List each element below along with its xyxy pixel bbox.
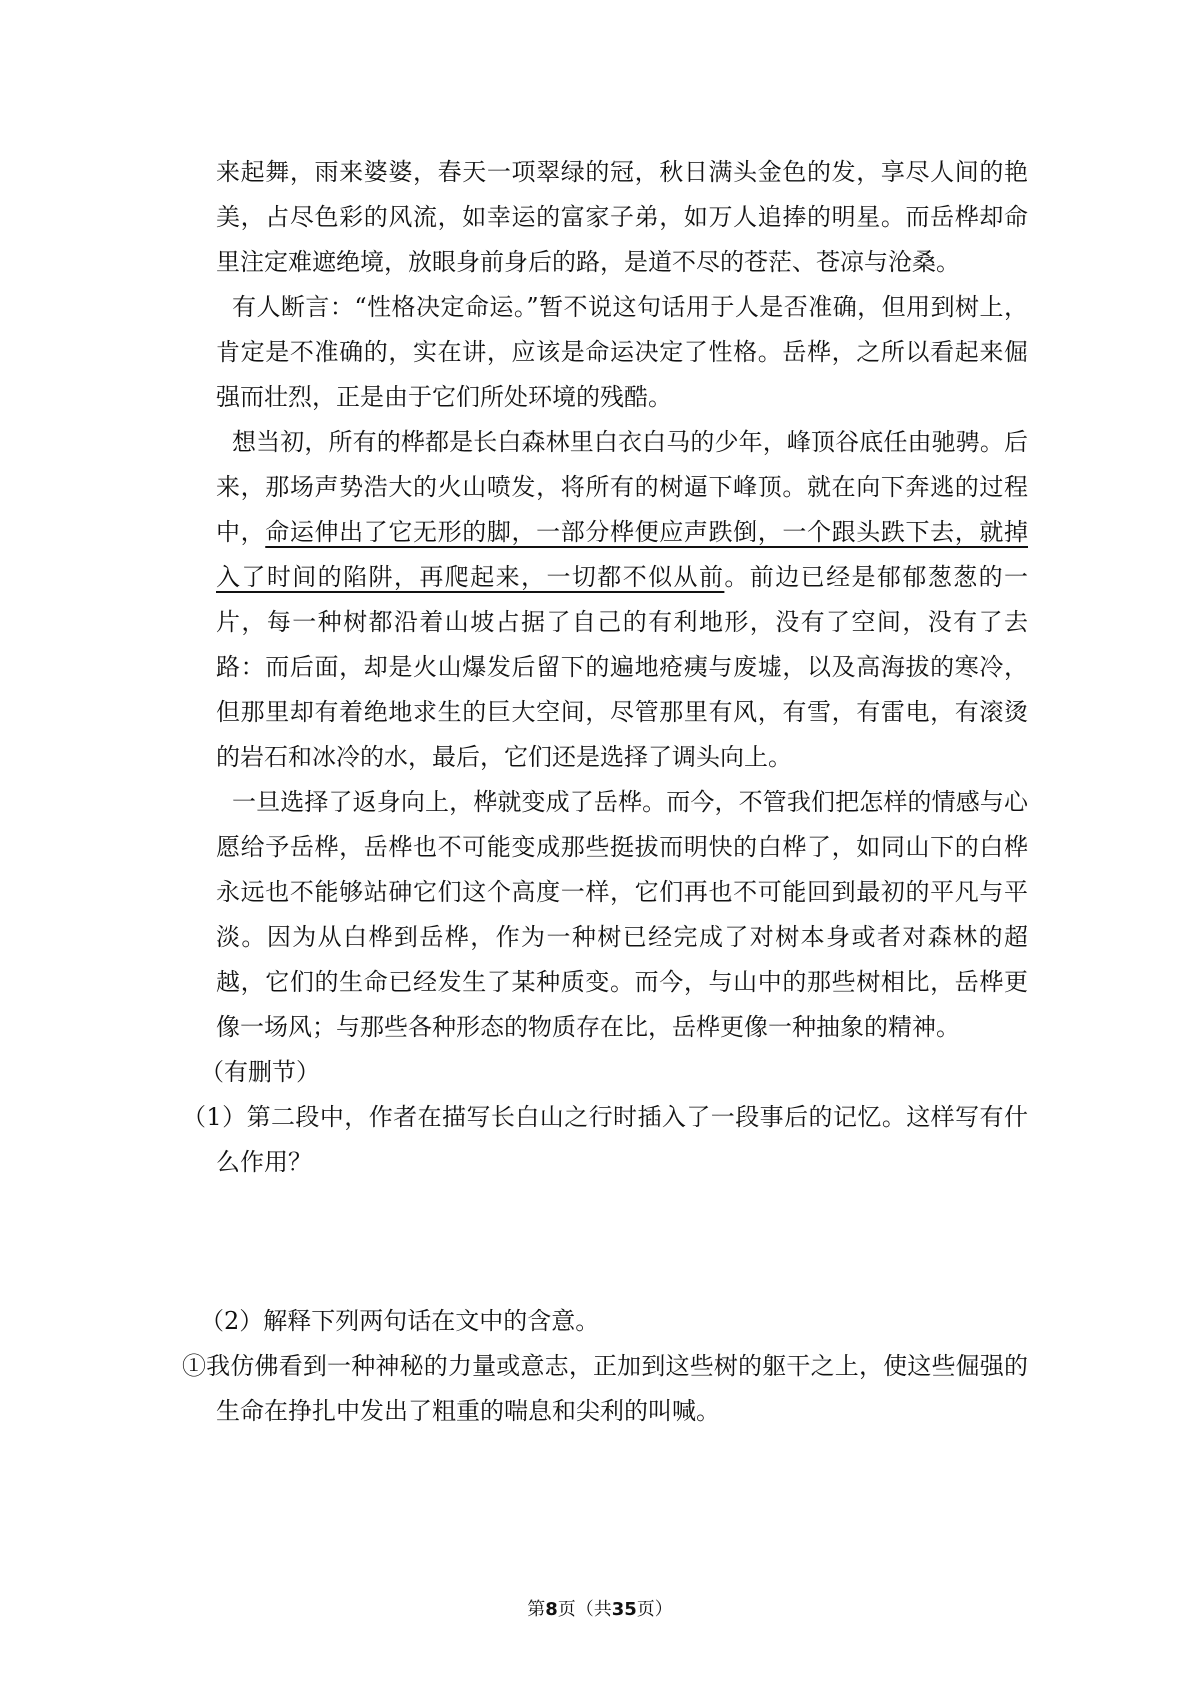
question-2: （2）解释下列两句话在文中的含意。 (200, 1307, 600, 1335)
page-footer (0, 1598, 1200, 1622)
paragraph-1: 来起舞，雨来婆婆，春天一项翠绿的冠，秋日满头金色的发，享尽人间的艳美，占尽色彩的风流，如幸运的富家子弟，如万人追捧的明星。而岳桦却命里注定难遮绝境，放眼身前身后的路，是道不尽的苍茫、苍凉与沧桑。 (216, 158, 1028, 276)
paragraph-3-tail: 。前边已经是郁郁葱葱的一片，每一种树都沿着山坡占据了自己的有利地形，没有了空间，没有了去路：而后面，却是火山爆发后留下的遍地疮痍与废墟，以及高海拔的寒冷，但那里却有着绝地求生的巨大空间，尽管那里有风，有雪，有雷电，有滚烫的岩石和冰冷的水，最后，它们还是选择了调头向上。 (216, 563, 1029, 771)
footer-suffix: 页） (636, 1599, 673, 1620)
question-1: （1）第二段中，作者在描写长白山之行时插入了一段事后的记忆。这样写有什么作用？ (182, 1103, 1028, 1176)
current-page-number: 8 (545, 1599, 558, 1620)
answer-space (216, 1185, 1028, 1299)
total-page-count: 35 (611, 1599, 637, 1620)
paragraph-2: 有人断言：“性格决定命运。”暂不说这句话用于人是否准确，但用到树上，肯定是不准确的，实在讲，应该是命运决定了性格。岳桦，之所以看起来倔强而壮烈，正是由于它们所处环境的残酷。 (216, 293, 1028, 411)
footer-prefix: 第 (527, 1599, 546, 1620)
document-body (182, 150, 1029, 1434)
underlined-sentence: 命运伸出了它无形的脚，一部分桦便应声跌倒，一个跟头跌下去，就掉入了时间的陷阱，再爬起来，一切都不似从前 (216, 518, 1028, 591)
abridged-note: （有删节） (200, 1058, 320, 1086)
footer-middle: 页（共 (557, 1599, 612, 1620)
question-2-item-1: ①我仿佛看到一种神秘的力量或意志，正加到这些树的躯干之上，使这些倔强的生命在挣扎中发出了粗重的喘息和尖利的叫喊。 (182, 1352, 1028, 1425)
paragraph-4: 一旦选择了返身向上，桦就变成了岳桦。而今，不管我们把怎样的情感与心愿给予岳桦，岳桦也不可能变成那些挺拔而明快的白桦了，如同山下的白桦永远也不能够站砷它们这个高度一样，它们再也不可能回到最初的平凡与平淡。因为从白桦到岳桦，作为一种树已经完成了对树本身或者对森林的超越，它们的生命已经发生了某种质变。而今，与山中的那些树相比，岳桦更像一场风；与那些各种形态的物质存在比，岳桦更像一种抽象的精神。 (216, 788, 1028, 1041)
paragraph-3-lead: 想当初，所有的桦都是长白森林里白衣白马的少年，峰顶谷底任由驰骋。后来，那场声势浩大的火山喷发，将所有的树逼下峰顶。就在向下奔逃的过程中， (216, 428, 1028, 546)
paragraph-3 (216, 420, 1028, 780)
